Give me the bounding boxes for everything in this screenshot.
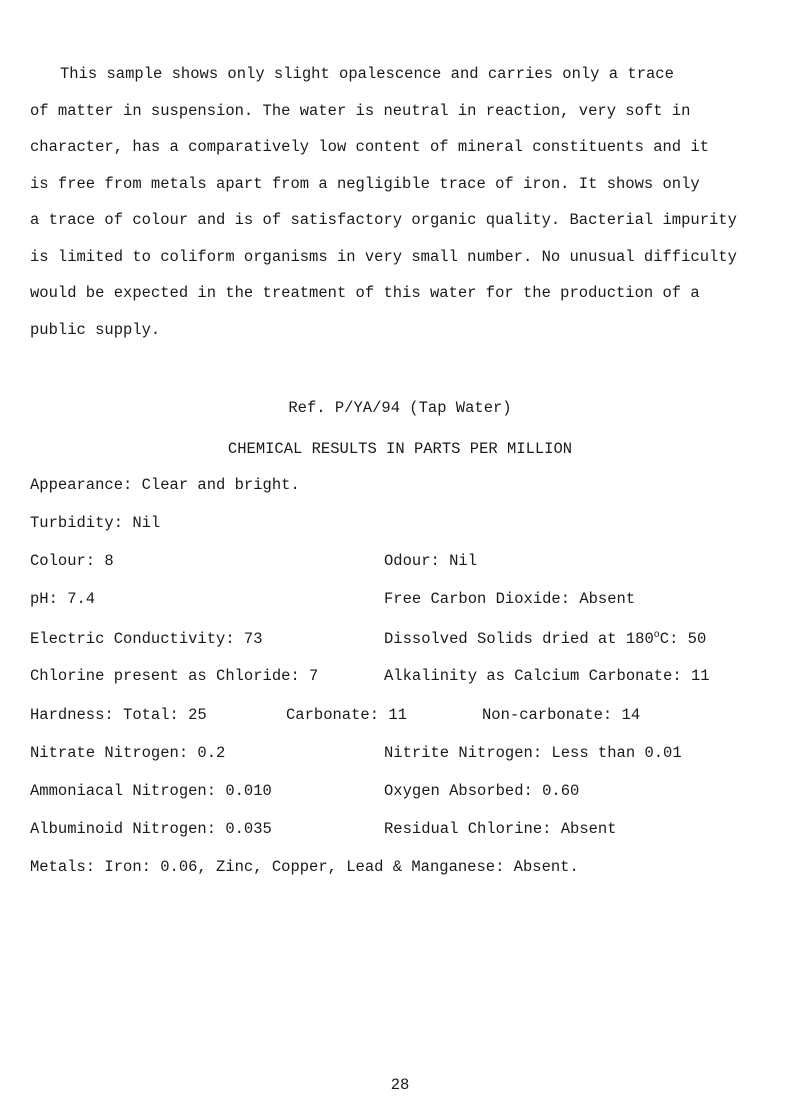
ph-result: pH: 7.4 — [30, 590, 96, 608]
dissolved-solids-result — [384, 630, 706, 648]
summary-paragraph — [30, 56, 775, 348]
metals-result: Metals: Iron: 0.06, Zinc, Copper, Lead & Manganese: Absent. — [30, 858, 579, 876]
turbidity-result: Turbidity: Nil — [30, 514, 161, 532]
paragraph-line: is limited to coliform organisms in very small number. No unusual difficulty — [30, 247, 737, 266]
dissolved-solids-value: C: 50 — [659, 630, 707, 649]
paragraph-line: character, has a comparatively low content of mineral constituents and it — [30, 138, 710, 156]
hardness-noncarbonate-result: Non-carbonate: 14 — [482, 706, 641, 724]
paragraph-line: is free from metals apart from a negligible trace of iron. It shows only — [30, 174, 700, 193]
results-heading: CHEMICAL RESULTS IN PARTS PER MILLION — [227, 440, 573, 458]
nitrite-nitrogen-result: Nitrite Nitrogen: Less than 0.01 — [384, 744, 682, 762]
conductivity-result: Electric Conductivity: 73 — [30, 630, 263, 648]
alkalinity-result: Alkalinity as Calcium Carbonate: 11 — [384, 667, 710, 685]
odour-result: Odour: Nil — [384, 552, 478, 570]
dissolved-solids-label: Dissolved Solids dried at 180 — [384, 630, 654, 649]
ammoniacal-nitrogen-result: Ammoniacal Nitrogen: 0.010 — [30, 782, 272, 800]
hardness-carbonate-result: Carbonate: 11 — [286, 706, 407, 724]
paragraph-line: of matter in suspension. The water is neutral in reaction, very soft in — [30, 101, 691, 120]
paragraph-line: public supply. — [30, 320, 161, 339]
paragraph-line: would be expected in the treatment of this water for the production of a — [30, 284, 700, 302]
oxygen-absorbed-result: Oxygen Absorbed: 0.60 — [384, 782, 580, 800]
paragraph-line: This sample shows only slight opalescence and carries only a trace — [60, 65, 674, 83]
nitrate-nitrogen-result: Nitrate Nitrogen: 0.2 — [30, 744, 226, 762]
sample-reference: Ref. P/YA/94 (Tap Water) — [288, 399, 512, 417]
free-carbon-dioxide-result: Free Carbon Dioxide: Absent — [384, 590, 636, 608]
hardness-total-result: Hardness: Total: 25 — [30, 706, 207, 724]
residual-chlorine-result: Residual Chlorine: Absent — [384, 820, 617, 838]
appearance-result: Appearance: Clear and bright. — [30, 476, 300, 494]
degree-mark: o — [653, 630, 660, 641]
paragraph-line: a trace of colour and is of satisfactory organic quality. Bacterial impurity — [30, 211, 737, 229]
chloride-result: Chlorine present as Chloride: 7 — [30, 667, 319, 685]
albuminoid-nitrogen-result: Albuminoid Nitrogen: 0.035 — [30, 820, 272, 838]
page-number: 28 — [390, 1076, 410, 1094]
colour-result: Colour: 8 — [30, 552, 114, 570]
